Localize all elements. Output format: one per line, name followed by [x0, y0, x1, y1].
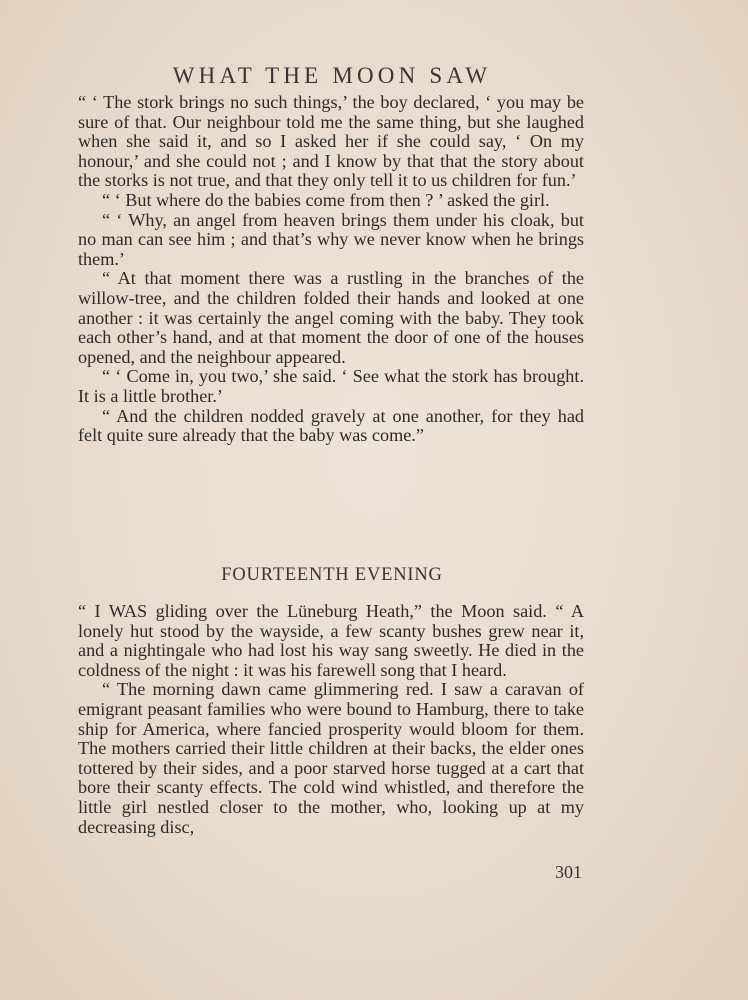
paragraph: “ ‘ Come in, you two,’ she said. ‘ See what the stork has brought. It is a little brother.’ [78, 366, 584, 406]
paragraph: “ ‘ Why, an angel from heaven brings them under his cloak, but no man can see him ; and that’s why we never know when he brings them.’ [78, 209, 584, 269]
paragraph: “ ‘ But where do the babies come from then ? ’ asked the girl. [102, 189, 550, 210]
story-text-top [78, 93, 584, 446]
paragraph: “ I WAS gliding over the Lüneburg Heath,” the Moon said. “ A lonely hut stood by the wayside, a few scanty bushes grew near it, and a nightingale who had lost his way sang sweetly. He died in the coldness of the night : it was his farewell song that I heard. [78, 601, 584, 680]
paragraph: “ The morning dawn came glimmering red. I saw a caravan of emigrant peasant families who were bound to Hamburg, there to take ship for America, where fancied prosperity would bloom for them. The mothers carried their little children at their backs, the elder ones tottered by their sides, and a poor starved horse tugged at a cart that bore their scanty effects. The cold wind whistled, and therefore the little girl nestled closer to the mother, who, looking up at my decreasing disc, [78, 679, 584, 837]
paragraph: “ ‘ The stork brings no such things,’ the boy declared, ‘ you may be sure of that. Our neighbour told me the same thing, but she laughed when she said it, and so I asked her if she could say, ‘ On my honour,’ and she could not ; and I know by that that the story about the storks is not true, and that they only tell it to us children for fun.’ [78, 92, 584, 191]
paragraph: “ At that moment there was a rustling in the branches of the willow-tree, and the children folded their hands and looked at one another : it was certainly the angel coming with the baby. They took each other’s hand, and at that moment the door of one of the houses opened, and the neighbour appeared. [78, 268, 584, 367]
section-heading: FOURTEENTH EVENING [221, 565, 443, 585]
paragraph: “ And the children nodded gravely at one another, for they had felt quite sure already that the baby was come.” [78, 405, 584, 446]
running-header: WHAT THE MOON SAW [172, 63, 492, 88]
page-number: 301 [555, 862, 582, 882]
story-text-bottom [78, 602, 584, 837]
